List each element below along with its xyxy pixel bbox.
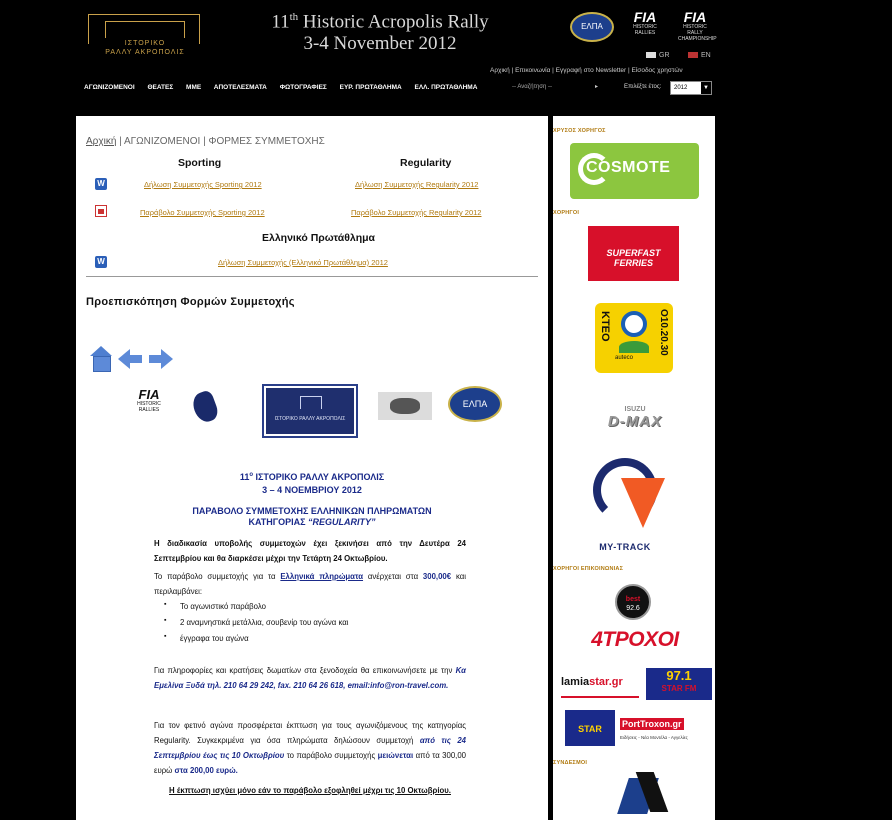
- star97-txt: STAR FM: [661, 684, 697, 693]
- breadcrumb-current: ΦΟΡΜΕΣ ΣΥΜΜΕΤΟΧΗΣ: [208, 136, 325, 147]
- year-select[interactable]: [670, 81, 712, 95]
- thumb-rally-text: ΙΣΤΟΡΙΚΟ ΡΑΛΛΥ ΑΚΡΟΠΟΛΙΣ: [274, 416, 346, 422]
- fia1-sm: HISTORIC RALLIES: [633, 24, 657, 36]
- gold-sponsor-heading: ΧΡΥΣΟΣ ΧΟΡΗΓΟΣ: [553, 128, 606, 134]
- dmax-line2: D-MAX: [607, 413, 663, 430]
- breadcrumb-sep-1: |: [116, 136, 124, 147]
- home-icon[interactable]: [88, 346, 114, 372]
- mytrack-text: MY-TRACK: [599, 542, 651, 552]
- preview-title: Προεπισκόπηση Φορμών Συμμετοχής: [86, 296, 295, 308]
- cosmote-text: COSMOTE: [586, 159, 671, 176]
- superfast-line1: SUPERFAST: [606, 248, 661, 258]
- thumb-fia-logo[interactable]: [132, 388, 166, 424]
- best-radio-logo[interactable]: [615, 584, 651, 620]
- doc-h4b: “REGULARITY”: [308, 517, 376, 527]
- p4d: μειώνεται: [377, 751, 414, 760]
- kteo-left: ΚΤΕΟ: [599, 311, 611, 342]
- site-title: [230, 6, 530, 55]
- doc-para-3: [154, 663, 466, 693]
- toplink-contact[interactable]: Επικοινωνία: [515, 67, 551, 74]
- p2c: ανέρχεται στα: [363, 572, 423, 581]
- bullet-text-3: έγγραφα του αγώνα: [180, 634, 249, 643]
- divider: [86, 276, 538, 277]
- col-regularity: Regularity: [400, 157, 452, 169]
- best-name: best: [625, 596, 641, 603]
- arrow-right-icon[interactable]: [148, 346, 174, 372]
- search-placeholder: -- Αναζήτηση --: [512, 84, 552, 90]
- fia2-big: FIA: [683, 9, 707, 25]
- starfm-logo[interactable]: [646, 668, 712, 700]
- bullet-item: [164, 602, 266, 611]
- link-decl-greek[interactable]: Δήλωση Συμμετοχής (Ελληνικό Πρωτάθλημα) 2012: [218, 258, 388, 267]
- main-content: [76, 116, 548, 820]
- leaf-icon: [619, 341, 649, 353]
- p4b: από τις 24 Σεπτεμβρίου έως τις 10 Οκτωβρίου: [154, 736, 466, 760]
- fia-historic-rallies-logo[interactable]: [628, 10, 662, 46]
- superfast-logo[interactable]: [588, 226, 679, 281]
- lang-en[interactable]: [688, 52, 711, 59]
- links-heading: ΣΥΝΔΕΣΜΟΙ: [553, 760, 588, 766]
- doc-heading-3: ΠΑΡΑΒΟΛΟ ΣΥΜΜΕΤΟΧΗΣ ΕΛΛΗΝΙΚΩΝ ΠΛΗΡΩΜΑΤΩΝ: [192, 506, 432, 516]
- best-freq: 92.6: [626, 605, 640, 612]
- p4e: από τα 300,00 ευρώ: [154, 751, 466, 775]
- breadcrumb-home[interactable]: Αρχική: [86, 136, 117, 147]
- nav-competitors[interactable]: ΑΓΩΝΙΖΟΜΕΝΟΙ: [84, 84, 135, 91]
- link-decl-sporting[interactable]: Δήλωση Συμμετοχής Sporting 2012: [144, 180, 262, 189]
- rally-car-logo[interactable]: [613, 772, 673, 820]
- nav-euro-championship[interactable]: ΕΥΡ. ΠΡΩΤΑΘΛΗΜΑ: [339, 84, 402, 91]
- steering-wheel-icon: [621, 311, 647, 337]
- p2d: 300,00€: [422, 572, 452, 581]
- thumb-rally-logo-selected[interactable]: [262, 384, 358, 438]
- doc-para-4: [154, 718, 466, 778]
- lamiastar-logo[interactable]: [561, 672, 639, 698]
- breadcrumb: [86, 136, 325, 147]
- doc-para-1: Η διαδικασία υποβολής συμμετοχών έχει ξεκινήσει από την Δευτέρα 24 Σεπτεμβρίου και θα διαρκέσει μέχρι την Τετάρτη 24 Οκτωβρίου.: [154, 539, 466, 563]
- doc-h1-rest: ΙΣΤΟΡΙΚΟ ΡΑΛΛΥ ΑΚΡΟΠΟΛΙΣ: [253, 472, 385, 482]
- main-nav: [84, 84, 488, 91]
- lang-en-label: EN: [701, 52, 711, 59]
- p2e: και περιλαμβάνει:: [154, 572, 466, 596]
- top-links: Αρχική | Επικοινωνία | Εγγραφή στο Newsletter | Είσοδος χρηστών: [490, 67, 683, 74]
- dmax-line1: ISUZU: [624, 406, 646, 413]
- superfast-line2: FERRIES: [613, 258, 653, 268]
- comm-sponsors-heading: ΧΟΡΗΓΟΙ ΕΠΙΚΟΙΝΩΝΙΑΣ: [553, 566, 624, 572]
- doc-h4a: ΚΑΤΗΓΟΡΙΑΣ: [248, 517, 309, 527]
- p3b: Κα Εμελίνα Ξυδά τηλ. 210 64 29 242, fax. 210 64 26 618, email:info@ron-travel.com.: [154, 666, 466, 690]
- greek-flag-icon: [646, 52, 656, 58]
- toplink-newsletter[interactable]: Εγγραφή στο Newsletter: [555, 67, 627, 74]
- fia1-big: FIA: [633, 9, 657, 25]
- thumb-elpa-logo[interactable]: ΕΛΠΑ: [448, 386, 502, 422]
- thumb-club-logo[interactable]: [184, 388, 228, 428]
- doc-h1-num: 11: [239, 472, 250, 482]
- title-sup: th: [289, 11, 299, 23]
- bullet-item: [164, 634, 249, 643]
- mytrack-logo[interactable]: [583, 456, 683, 556]
- logo-line1: ΙΣΤΟΡΙΚΟ: [124, 40, 166, 47]
- toplink-login[interactable]: Είσοδος χρηστών: [631, 67, 683, 74]
- 4troxoi-logo[interactable]: 4ΤΡΟΧΟΙ: [591, 628, 679, 651]
- kteo-brand: auteco: [615, 355, 634, 361]
- greek-championship-heading: Ελληνικό Πρωτάθλημα: [262, 232, 376, 244]
- doc-para-5: Η έκπτωση ισχύει μόνο εάν το παράβολο εξοφληθεί μέχρι τις 10 Οκτωβρίου.: [169, 786, 451, 795]
- title-num: 11: [271, 11, 290, 33]
- portt-sub: Ειδήσεις - Νέα Μοντέλα - Αγγελίες: [620, 735, 688, 740]
- p4c: το παράβολο συμμετοχής: [284, 751, 378, 760]
- sponsors-heading: ΧΟΡΗΓΟΙ: [553, 210, 580, 216]
- col-sporting: Sporting: [178, 157, 222, 169]
- breadcrumb-competitors[interactable]: ΑΓΩΝΙΖΟΜΕΝΟΙ: [124, 136, 201, 147]
- year-value: 2012: [674, 85, 688, 91]
- doc-heading-1: [76, 472, 548, 482]
- rally-logo[interactable]: [82, 0, 208, 62]
- bullet-text-1: Το αγωνιστικό παράβολο: [180, 602, 266, 611]
- logo-line2: ΡΑΛΛΥ ΑΚΡΟΠΟΛΙΣ: [105, 49, 185, 56]
- lamia-domain: star.gr: [589, 676, 623, 688]
- nav-media[interactable]: ΜΜΕ: [186, 84, 202, 91]
- cosmote-logo[interactable]: [570, 143, 699, 199]
- arrow-left-icon[interactable]: [118, 346, 144, 372]
- p2b: Ελληνικά πληρώματα: [280, 572, 364, 581]
- fia2-sm: HISTORIC RALLY CHAMPIONSHIP: [678, 24, 717, 42]
- title-rest: Historic Acropolis Rally: [298, 11, 489, 33]
- toplink-home[interactable]: Αρχική: [490, 67, 510, 74]
- mytrack-arrow-icon: [621, 478, 665, 528]
- p3a: Για πληροφορίες και κρατήσεις δωματίων στα ξενοδοχεία θα επικοινωνήσετε με την: [154, 666, 456, 675]
- search-input[interactable]: [510, 82, 606, 93]
- star97-num: 97.1: [666, 668, 692, 683]
- elpa-logo[interactable]: ΕΛΠΑ: [570, 12, 614, 42]
- lang-gr-label: GR: [659, 52, 670, 59]
- title-dates: 3-4 November 2012: [303, 33, 457, 55]
- thumb-fia-big: FIA: [138, 387, 160, 402]
- kteo-right: Ο10.20.30: [658, 309, 669, 356]
- doc-heading-4: [76, 517, 548, 527]
- nav-greek-championship[interactable]: ΕΛΛ. ΠΡΩΤΑΘΛΗΜΑ: [414, 84, 478, 91]
- word-doc-icon[interactable]: W: [95, 256, 107, 268]
- link-fee-sporting[interactable]: Παράβολο Συμμετοχής Sporting 2012: [140, 208, 265, 217]
- uk-flag-icon: [688, 52, 698, 58]
- thumb-grey-logo[interactable]: [378, 392, 432, 420]
- fia-championship-logo[interactable]: [678, 9, 717, 46]
- doc-h1-sup: ο: [249, 472, 253, 478]
- lang-gr[interactable]: [646, 52, 670, 59]
- isuzu-dmax-logo[interactable]: [583, 406, 687, 436]
- word-doc-icon[interactable]: W: [95, 178, 107, 190]
- kteo-logo[interactable]: [595, 303, 673, 373]
- chevron-down-icon: ▼: [701, 82, 711, 94]
- search-go-icon[interactable]: ▸: [594, 84, 598, 90]
- sponsors-sidebar: [553, 116, 715, 820]
- pdf-icon[interactable]: [95, 205, 107, 217]
- year-label: Επιλέξτε έτος:: [624, 84, 662, 90]
- p4f: στα 200,00 ευρώ.: [174, 766, 238, 775]
- nav-photos[interactable]: ΦΩΤΟΓΡΑΦΙΕΣ: [279, 84, 327, 91]
- p2a: Το παράβολο συμμετοχής για τα: [154, 572, 281, 581]
- thumb-fia-sm: HISTORIC RALLIES: [137, 401, 161, 413]
- p4a: Για τον φετινό αγώνα προσφέρεται έκπτωση για τους αγωνιζόμενους της κατηγορίας Regularity. Συγκεκριμένα για όσα πληρώματα δηλώσουν συμμετοχή: [154, 721, 466, 745]
- nav-results[interactable]: ΑΠΟΤΕΛΕΣΜΑΤΑ: [213, 84, 267, 91]
- link-fee-regularity[interactable]: Παράβολο Συμμετοχής Regularity 2012: [351, 208, 482, 217]
- link-decl-regularity[interactable]: Δήλωση Συμμετοχής Regularity 2012: [355, 180, 479, 189]
- nav-spectators[interactable]: ΘΕΑΤΕΣ: [147, 84, 174, 91]
- lamia-name: lamia: [561, 676, 590, 688]
- portt-name: PortTroxon.gr: [622, 719, 682, 729]
- bullet-text-2: 2 αναμνηστικά μετάλλια, σουβενίρ του αγώνα και: [180, 618, 349, 627]
- doc-heading-2: 3 – 4 ΝΟΕΜΒΡΙΟΥ 2012: [262, 485, 362, 495]
- porttroxon-logo[interactable]: [620, 714, 704, 742]
- star-channel-logo[interactable]: STAR: [565, 710, 615, 746]
- breadcrumb-sep-2: |: [200, 136, 209, 147]
- bullet-item: [164, 618, 349, 627]
- doc-para-2: [154, 569, 466, 599]
